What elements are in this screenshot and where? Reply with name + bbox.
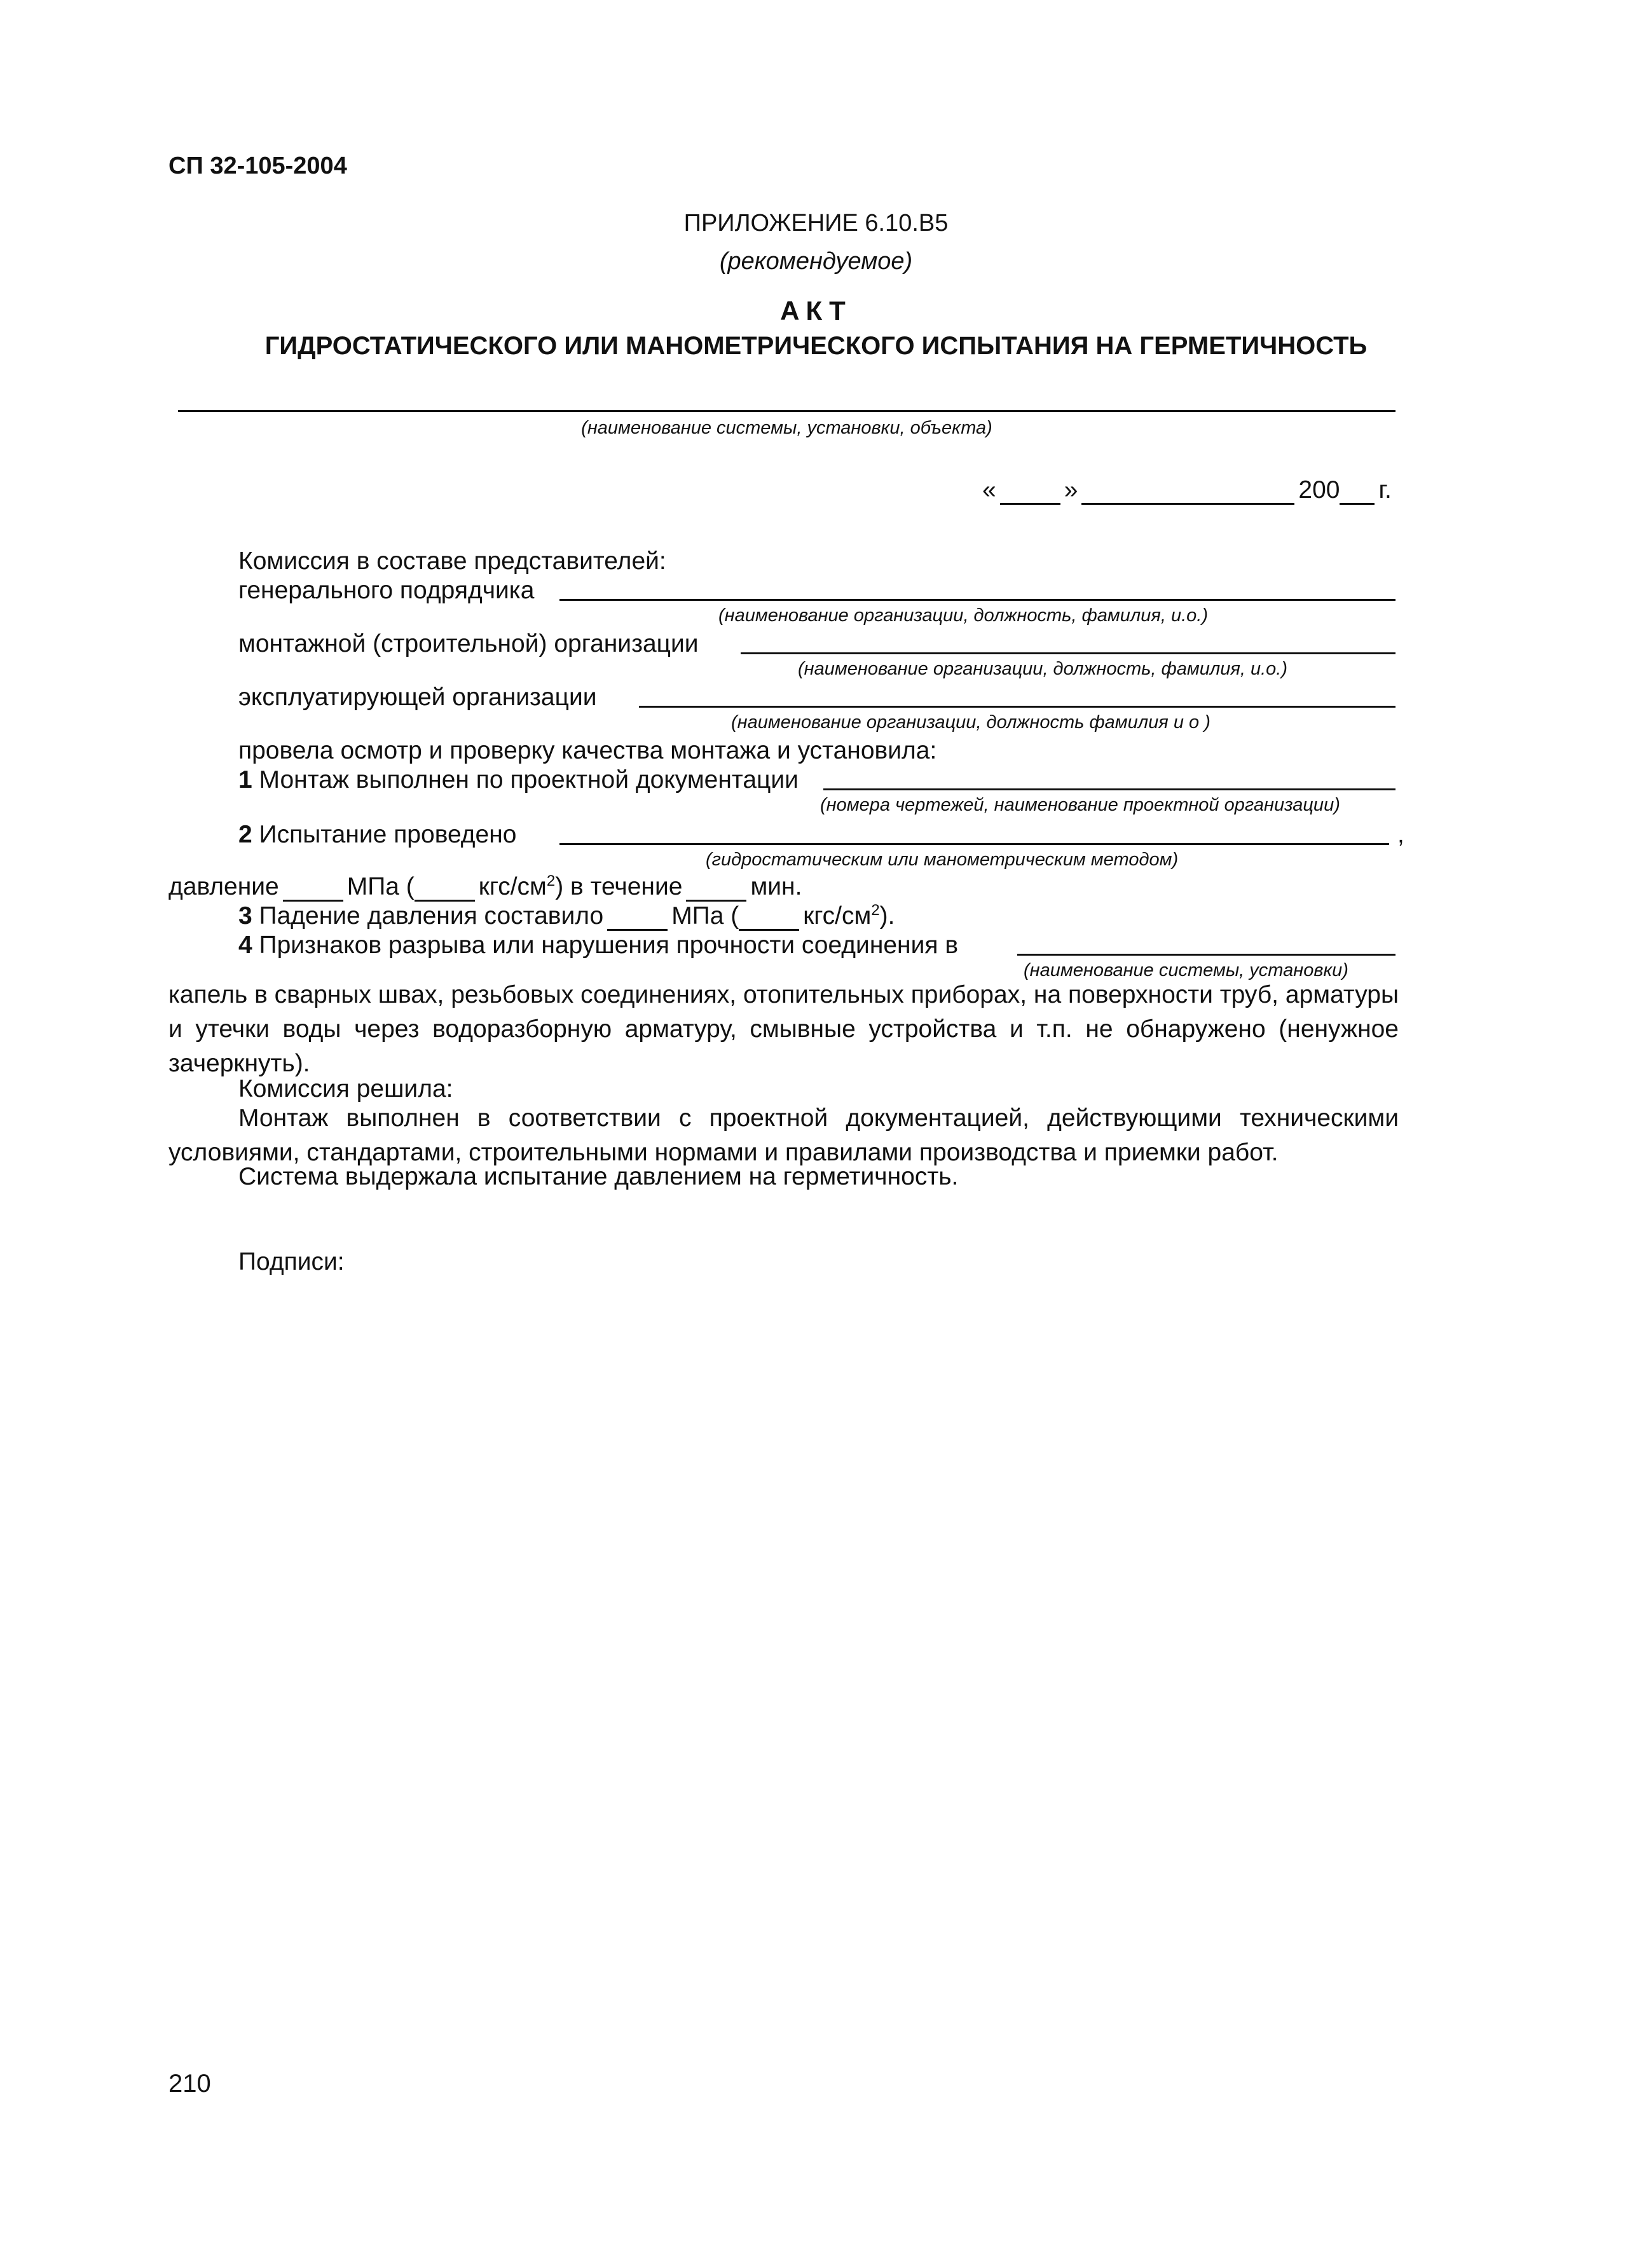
general-contractor-caption: (наименование организации, должность, фамилия, и.о.) xyxy=(718,605,1208,626)
item-1-caption: (номера чертежей, наименование проектной организации) xyxy=(820,795,1340,815)
page-number: 210 xyxy=(168,2070,211,2098)
date-line xyxy=(982,476,1392,505)
item-4 xyxy=(238,931,958,960)
mounting-org-line xyxy=(741,652,1395,654)
act-heading: АКТ xyxy=(780,296,852,326)
item-4-continuation: капель в сварных швах, резьбовых соединениях, отопительных приборах, на поверхности труб, арматуры и утечки воды через водоразборную арматуру, смывные устройства и т.п. не обнаружено (ненужное зачеркнуть). xyxy=(168,981,1399,1077)
date-close-quote: » xyxy=(1064,476,1078,504)
item-4-number: 4 xyxy=(238,931,252,959)
pressure-kgs-sup: 2 xyxy=(546,872,556,890)
pressure-minutes-blank xyxy=(686,878,746,902)
signatures-label: Подписи: xyxy=(238,1248,345,1275)
act-subject: ГИДРОСТАТИЧЕСКОГО ИЛИ МАНОМЕТРИЧЕСКОГО ИСПЫТАНИЯ НА ГЕРМЕТИЧНОСТЬ xyxy=(264,332,1368,360)
decision-text-2: Система выдержала испытание давлением на герметичность. xyxy=(238,1163,959,1190)
item-2-caption: (гидростатическим или манометрическим методом) xyxy=(706,849,1179,870)
pressure-mpa-blank xyxy=(283,878,343,902)
mounting-org-caption: (наименование организации, должность, фамилия, и.о.) xyxy=(798,659,1287,679)
system-name-caption: (наименование системы, установки, объекта) xyxy=(581,418,992,438)
pressure-kgs-unit: кгс/см xyxy=(478,873,547,900)
item-3-kgs-blank xyxy=(739,907,799,931)
item-2 xyxy=(238,820,516,849)
decision-text-1: Монтаж выполнен в соответствии с проектной документацией, действующими техническими условиями, стандартами, строительными нормами и правилами производства и приемки работ. xyxy=(168,1104,1399,1166)
operating-org-line xyxy=(639,706,1395,708)
month-blank xyxy=(1081,481,1294,505)
pressure-minutes: мин. xyxy=(750,873,802,900)
item-4-line xyxy=(1017,954,1395,956)
year-prefix: 200 xyxy=(1298,476,1340,504)
item-1-text: Монтаж выполнен по проектной документации xyxy=(259,766,799,794)
pressure-kgs-blank xyxy=(415,878,475,902)
item-1-line xyxy=(823,788,1395,790)
operating-org-caption: (наименование организации, должность фамилия и о ) xyxy=(731,712,1210,732)
item-2-text: Испытание проведено xyxy=(259,821,517,848)
pressure-label: давление xyxy=(168,873,279,900)
item-3-text: Падение давления составило xyxy=(259,902,604,930)
item-4-caption: (наименование системы, установки) xyxy=(1024,960,1348,980)
item-3-kgs: кгс/см xyxy=(803,902,872,930)
document-code: СП 32-105-2004 xyxy=(168,153,347,179)
item-3-close: ). xyxy=(879,902,895,930)
mounting-org-label: монтажной (строительной) организации xyxy=(238,630,699,657)
item-1 xyxy=(238,766,799,795)
item-3-number: 3 xyxy=(238,902,252,930)
item-3-mpa-blank xyxy=(607,907,668,931)
commission-intro: Комиссия в составе представителей: xyxy=(238,547,666,575)
year-suffix: г. xyxy=(1378,476,1392,504)
appendix-title: ПРИЛОЖЕНИЕ 6.10.В5 xyxy=(683,210,949,237)
item-2-line xyxy=(559,843,1389,845)
decision-heading: Комиссия решила: xyxy=(238,1075,453,1103)
operating-org-label: эксплуатирующей организации xyxy=(238,684,597,711)
pressure-line xyxy=(168,872,802,902)
item-3-sup: 2 xyxy=(871,902,880,919)
item-3 xyxy=(238,902,895,931)
date-open-quote: « xyxy=(982,476,996,504)
year-blank xyxy=(1340,481,1375,505)
item-1-number: 1 xyxy=(238,766,252,794)
appendix-status: (рекомендуемое) xyxy=(719,248,913,275)
pressure-mpa-unit: МПа ( xyxy=(346,873,415,900)
general-contractor-line xyxy=(559,599,1395,601)
general-contractor-label: генерального подрядчика xyxy=(238,577,535,604)
item-2-comma: , xyxy=(1397,821,1404,848)
pressure-during: ) в течение xyxy=(555,873,683,900)
day-blank xyxy=(1000,481,1060,505)
item-3-mpa: МПа ( xyxy=(671,902,739,930)
item-4-text: Признаков разрыва или нарушения прочности соединения в xyxy=(259,931,959,959)
inspection-statement: провела осмотр и проверку качества монтажа и установила: xyxy=(238,737,937,764)
system-name-line xyxy=(178,410,1395,412)
item-2-number: 2 xyxy=(238,821,252,848)
